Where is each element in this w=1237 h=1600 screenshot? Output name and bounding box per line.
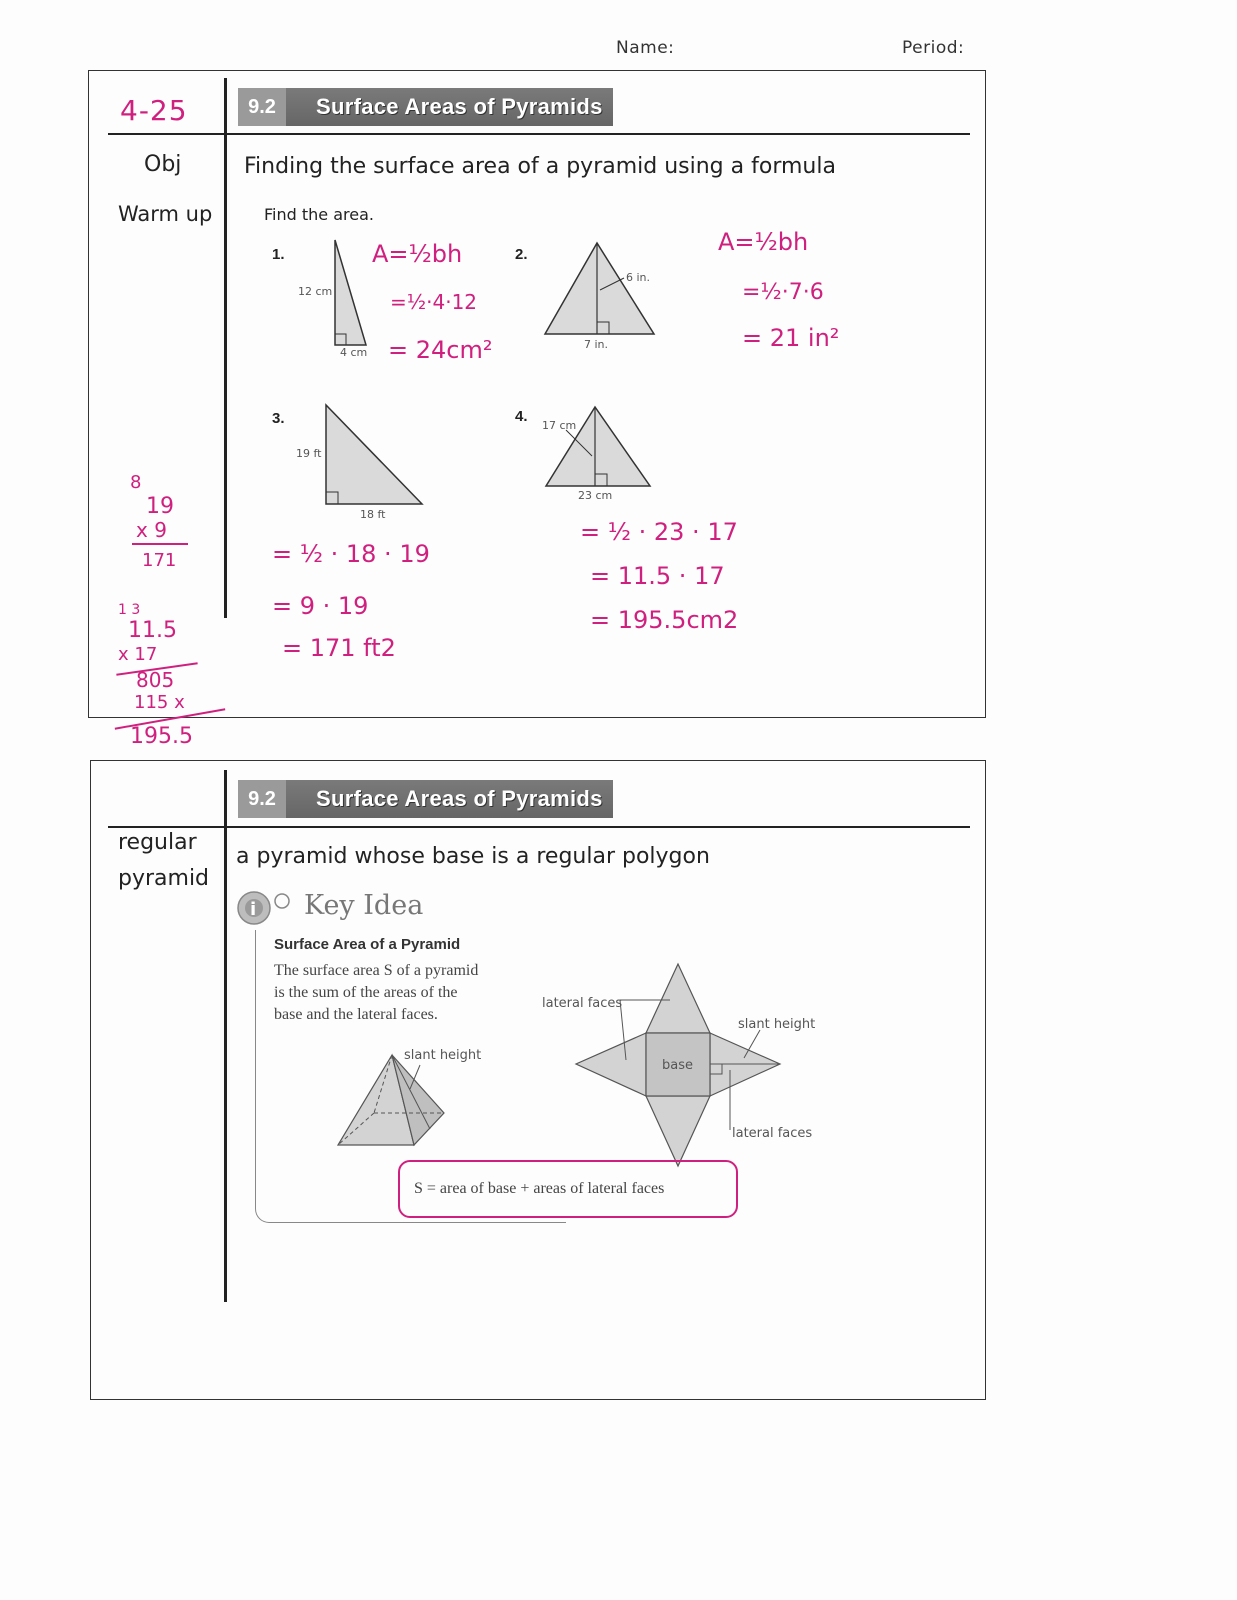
definition-text: a pyramid whose base is a regular polygon <box>236 844 710 869</box>
problem-1-number: 1. <box>272 246 285 263</box>
problem-4-base-label: 23 cm <box>578 489 613 502</box>
problem-4-work-line-1: = ½ · 23 · 17 <box>580 518 738 546</box>
key-idea-title: Key Idea <box>304 890 424 921</box>
problem-1-work-line-3: = 24cm² <box>388 336 493 364</box>
header-rule-2 <box>108 826 970 828</box>
problem-4-work-line-2: = 11.5 · 17 <box>590 562 725 590</box>
surface-area-formula: S = area of base + areas of lateral faces <box>414 1180 665 1197</box>
find-area-instruction: Find the area. <box>264 205 374 224</box>
problem-1-height-label: 12 cm <box>298 285 333 298</box>
section-number-2: 9.2 <box>238 780 286 818</box>
problem-3-number: 3. <box>272 410 285 427</box>
problem-2-height-label: 6 in. <box>626 271 651 284</box>
margin-calc-1-carry: 8 <box>130 472 142 493</box>
section-banner <box>238 88 613 126</box>
base-label: base <box>662 1058 693 1073</box>
margin-calc-2-line-1: 11.5 <box>128 618 177 643</box>
problem-2-base-label: 7 in. <box>584 338 609 351</box>
objective-text: Finding the surface area of a pyramid using a formula <box>244 154 836 179</box>
problem-3-work-line-1: = ½ · 18 · 19 <box>272 540 430 568</box>
problem-3-work-line-2: = 9 · 19 <box>272 592 369 620</box>
warmup-label: Warm up <box>118 202 213 226</box>
problem-2-work-line-2: =½·7·6 <box>742 280 824 305</box>
problem-1-base-label: 4 cm <box>340 346 368 359</box>
section-banner-2 <box>238 780 613 818</box>
problem-2-work-line-3: = 21 in² <box>742 324 840 352</box>
triangle-figure-2 <box>540 238 660 343</box>
box-title: Surface Area of a Pyramid <box>274 936 461 953</box>
header-rule <box>108 133 970 135</box>
box-text-line-2: is the sum of the areas of the <box>274 984 458 1001</box>
margin-calc-2-line-2: x 17 <box>118 644 158 665</box>
box-text-line-1: The surface area S of a pyramid <box>274 962 479 979</box>
margin-calc-1-line-2: x 9 <box>136 518 167 542</box>
box-text-line-3: base and the lateral faces. <box>274 1006 438 1023</box>
section-title: Surface Areas of Pyramids <box>286 88 613 126</box>
problem-3-base-label: 18 ft <box>360 508 386 521</box>
problem-3-work-line-3: = 171 ft2 <box>282 634 396 662</box>
objective-label: Obj <box>144 152 182 177</box>
term-line-1: regular <box>118 830 197 855</box>
lateral-faces-label-1: lateral faces <box>542 996 623 1011</box>
svg-text:i: i <box>250 899 257 920</box>
problem-4-number: 4. <box>515 408 528 425</box>
triangle-figure-4 <box>540 402 660 492</box>
margin-calc-1-line-1: 19 <box>146 494 174 519</box>
name-label: Name: <box>616 38 675 58</box>
problem-1-work-line-1: A=½bh <box>372 240 463 268</box>
margin-calc-1-result: 171 <box>142 550 177 571</box>
margin-calc-2-line-4: 115 x <box>134 692 185 713</box>
slant-height-label-1: slant height <box>404 1048 482 1063</box>
margin-calc-2-result: 195.5 <box>130 724 193 749</box>
triangle-figure-3 <box>320 400 430 510</box>
slant-height-label-2: slant height <box>738 1017 816 1032</box>
column-divider-2 <box>224 770 227 1302</box>
term-line-2: pyramid <box>118 866 210 891</box>
problem-2-number: 2. <box>515 246 528 263</box>
lateral-faces-label-2: lateral faces <box>732 1126 813 1141</box>
column-divider <box>224 78 227 618</box>
period-label: Period: <box>902 38 965 58</box>
problem-2-work-line-1: A=½bh <box>718 228 809 256</box>
margin-calc-1-rule <box>132 543 188 545</box>
problem-1-work-line-2: =½·4·12 <box>390 290 478 314</box>
section-title-2: Surface Areas of Pyramids <box>286 780 613 818</box>
date-note: 4-25 <box>120 94 188 127</box>
section-number: 9.2 <box>238 88 286 126</box>
problem-4-slant-label: 17 cm <box>542 419 577 432</box>
problem-4-work-line-3: = 195.5cm2 <box>590 606 739 634</box>
margin-calc-2-line-3: 805 <box>136 668 175 692</box>
margin-calc-2-carry: 1 3 <box>118 602 141 618</box>
key-idea-icon <box>234 888 296 928</box>
problem-3-height-label: 19 ft <box>296 447 322 460</box>
